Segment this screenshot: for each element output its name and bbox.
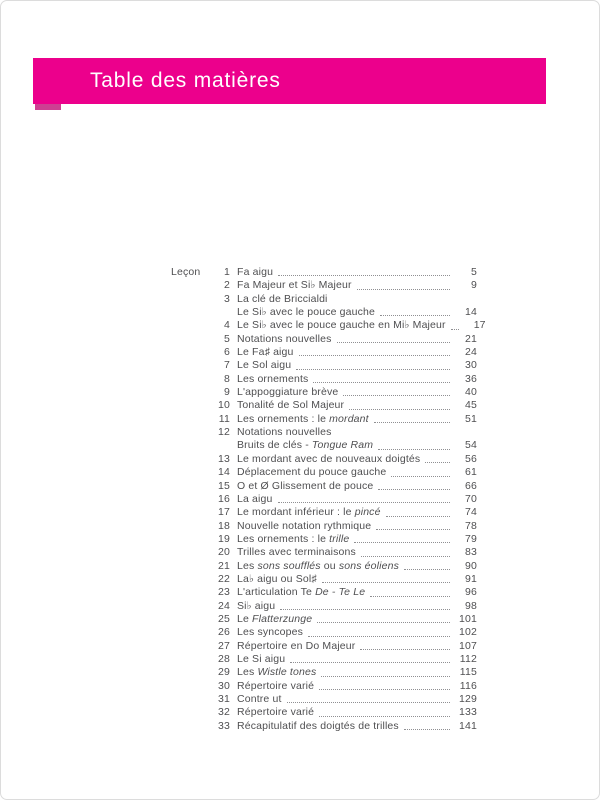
title-segment: ou bbox=[320, 559, 339, 572]
toc-row bbox=[171, 640, 477, 653]
page-number: 91 bbox=[465, 572, 477, 585]
toc-row bbox=[171, 520, 477, 533]
toc-row bbox=[171, 413, 477, 426]
toc-row bbox=[171, 613, 477, 626]
toc-row bbox=[171, 626, 477, 639]
lesson-title bbox=[230, 506, 381, 519]
dot-leader bbox=[299, 355, 450, 356]
lesson-title bbox=[230, 586, 365, 599]
lesson-number: 8 bbox=[224, 372, 230, 385]
dot-leader bbox=[378, 449, 450, 450]
page-number: 51 bbox=[465, 412, 477, 425]
page-number: 78 bbox=[465, 519, 477, 532]
lesson-number: 10 bbox=[218, 399, 230, 412]
toc-row bbox=[171, 493, 477, 506]
page-number: 107 bbox=[459, 639, 477, 652]
title-segment: Le Si aigu bbox=[237, 652, 286, 665]
title-segment: Les ornements bbox=[237, 372, 309, 385]
dot-leader bbox=[380, 315, 450, 316]
title-segment: Les syncopes bbox=[237, 626, 304, 639]
title-segment: La♭ aigu ou Sol♯ bbox=[237, 572, 317, 585]
title-segment: La aigu bbox=[237, 492, 273, 505]
page-number: 36 bbox=[465, 372, 477, 385]
title-segment: Le Sol aigu bbox=[237, 359, 292, 372]
title-segment: Nouvelle notation rythmique bbox=[237, 519, 372, 532]
dot-leader bbox=[349, 409, 450, 410]
lesson-title bbox=[230, 293, 328, 306]
lesson-title bbox=[230, 613, 312, 626]
title-segment: Si♭ aigu bbox=[237, 599, 276, 612]
title-segment: L'articulation Te bbox=[237, 586, 316, 599]
lesson-number: 14 bbox=[218, 466, 230, 479]
lesson-number: 22 bbox=[218, 572, 230, 585]
toc-row bbox=[171, 319, 486, 332]
page-number: 133 bbox=[459, 706, 477, 719]
toc-row bbox=[171, 346, 477, 359]
title-segment: Le Si♭ avec le pouce gauche en Mi♭ Majeur bbox=[237, 319, 446, 332]
lesson-title bbox=[230, 640, 355, 653]
toc-row bbox=[171, 306, 477, 319]
page-number: 79 bbox=[465, 532, 477, 545]
title-segment: Wistle tones bbox=[257, 666, 317, 679]
toc-row bbox=[171, 373, 477, 386]
title-segment: Flatterzunge bbox=[252, 612, 313, 625]
lesson-title bbox=[230, 426, 332, 439]
page-number: 24 bbox=[465, 346, 477, 359]
lesson-number: 15 bbox=[218, 479, 230, 492]
lesson-number: 9 bbox=[224, 386, 230, 399]
lesson-number: 33 bbox=[218, 719, 230, 732]
lesson-title bbox=[230, 720, 399, 733]
toc-list bbox=[171, 266, 486, 733]
dot-leader bbox=[378, 489, 450, 490]
toc-row bbox=[171, 333, 477, 346]
dot-leader bbox=[278, 275, 450, 276]
lesson-number: 21 bbox=[218, 559, 230, 572]
lesson-title bbox=[230, 666, 316, 679]
page-number: 116 bbox=[459, 679, 477, 692]
page-number: 83 bbox=[465, 546, 477, 559]
page-number: 101 bbox=[459, 612, 477, 625]
toc-row bbox=[171, 680, 477, 693]
dot-leader bbox=[317, 622, 450, 623]
page-number: 129 bbox=[459, 693, 477, 705]
page-number: 21 bbox=[465, 332, 477, 345]
page-number: 98 bbox=[465, 599, 477, 612]
title-segment: Les bbox=[237, 559, 258, 572]
lesson-number: 28 bbox=[218, 652, 230, 665]
lesson-title bbox=[230, 266, 273, 279]
dot-leader bbox=[360, 649, 450, 650]
page-number: 45 bbox=[465, 399, 477, 412]
dot-leader bbox=[308, 636, 450, 637]
toc-row bbox=[171, 453, 477, 466]
title-segment: Notations nouvelles bbox=[237, 426, 332, 439]
lesson-title bbox=[230, 706, 314, 719]
lesson-title bbox=[230, 399, 344, 412]
lesson-title bbox=[230, 573, 317, 586]
toc-row bbox=[171, 600, 477, 613]
dot-leader bbox=[319, 716, 450, 717]
page-number: 61 bbox=[465, 466, 477, 479]
dot-leader bbox=[319, 689, 450, 690]
dot-leader bbox=[278, 502, 451, 503]
lesson-title bbox=[230, 319, 446, 332]
page-number: 112 bbox=[459, 652, 477, 665]
lesson-number: 5 bbox=[224, 332, 230, 345]
title-segment: Contre ut bbox=[237, 693, 282, 705]
dot-leader bbox=[321, 676, 450, 677]
toc-row bbox=[171, 533, 477, 546]
lesson-number: 27 bbox=[218, 639, 230, 652]
dot-leader bbox=[374, 422, 450, 423]
title-segment: sons éoliens bbox=[338, 559, 399, 572]
page-number: 56 bbox=[465, 452, 477, 465]
dot-leader bbox=[313, 382, 450, 383]
title-segment: trille bbox=[329, 532, 350, 545]
lesson-title bbox=[230, 359, 291, 372]
lesson-title bbox=[230, 546, 356, 559]
lesson-title bbox=[230, 680, 314, 693]
lesson-number: 1 bbox=[224, 266, 230, 278]
toc-row bbox=[171, 506, 477, 519]
lesson-title bbox=[230, 306, 375, 319]
lecon-label: Leçon bbox=[171, 266, 201, 278]
page-number: 115 bbox=[459, 666, 477, 679]
lesson-number: 24 bbox=[218, 599, 230, 612]
lesson-number: 3 bbox=[224, 292, 230, 305]
lesson-title bbox=[230, 653, 285, 666]
page-number: 90 bbox=[465, 559, 477, 572]
lesson-number: 25 bbox=[218, 612, 230, 625]
toc-row bbox=[171, 653, 477, 666]
dot-leader bbox=[357, 289, 450, 290]
lesson-title bbox=[230, 600, 275, 613]
dot-leader bbox=[386, 516, 450, 517]
title-segment: Fa Majeur et Si♭ Majeur bbox=[237, 279, 352, 292]
page-number: 141 bbox=[459, 719, 477, 732]
page-number: 96 bbox=[465, 586, 477, 599]
page-number: 54 bbox=[465, 439, 477, 452]
dot-leader bbox=[287, 702, 450, 703]
page-number: 14 bbox=[465, 306, 477, 319]
lesson-number: 2 bbox=[224, 279, 230, 292]
lesson-title bbox=[230, 279, 352, 292]
toc-row bbox=[171, 426, 477, 439]
title-segment: Répertoire varié bbox=[237, 679, 315, 692]
dot-leader bbox=[361, 556, 450, 557]
lesson-number: 12 bbox=[218, 426, 230, 439]
lesson-title bbox=[230, 453, 420, 466]
lesson-number: 11 bbox=[218, 412, 230, 425]
title-segment: Notations nouvelles bbox=[237, 332, 332, 345]
title-segment: Bruits de clés - bbox=[237, 439, 312, 452]
toc-row bbox=[171, 279, 477, 292]
toc-row bbox=[171, 293, 477, 306]
lesson-number: 19 bbox=[218, 532, 230, 545]
dot-leader bbox=[354, 542, 450, 543]
dot-leader bbox=[451, 329, 459, 330]
lesson-number: 20 bbox=[218, 546, 230, 559]
dot-leader bbox=[404, 569, 450, 570]
lesson-title bbox=[230, 413, 369, 426]
dot-leader bbox=[290, 662, 450, 663]
dot-leader bbox=[404, 729, 450, 730]
toc-row bbox=[171, 560, 477, 573]
dot-leader bbox=[343, 395, 450, 396]
lesson-number: 13 bbox=[218, 452, 230, 465]
title-segment: Tonalité de Sol Majeur bbox=[237, 399, 345, 412]
toc-row bbox=[171, 439, 477, 452]
title-segment: mordant bbox=[329, 412, 369, 425]
lesson-title bbox=[230, 626, 303, 639]
title-segment: Le mordant avec de nouveaux doigtés bbox=[237, 452, 421, 465]
lesson-title bbox=[230, 533, 349, 546]
title-segment: La clé de Briccialdi bbox=[237, 292, 328, 305]
toc-row bbox=[171, 359, 477, 372]
toc-row bbox=[171, 480, 477, 493]
lesson-title bbox=[230, 520, 371, 533]
title-segment: De - Te Le bbox=[315, 586, 366, 599]
lesson-number: 29 bbox=[218, 666, 230, 679]
page-number: 17 bbox=[473, 319, 486, 332]
lesson-title bbox=[230, 466, 386, 479]
title-segment: Déplacement du pouce gauche bbox=[237, 466, 387, 479]
lesson-title bbox=[230, 346, 294, 359]
toc-row bbox=[171, 586, 477, 599]
title-segment: Trilles avec terminaisons bbox=[237, 546, 356, 559]
lesson-title bbox=[230, 333, 332, 346]
lesson-number: 17 bbox=[218, 506, 230, 519]
lesson-number: 23 bbox=[218, 586, 230, 599]
toc-row bbox=[171, 720, 477, 733]
dot-leader bbox=[376, 529, 450, 530]
toc-row bbox=[171, 399, 477, 412]
toc-row bbox=[171, 386, 477, 399]
lesson-title bbox=[230, 560, 399, 573]
title-segment: Le Si♭ avec le pouce gauche bbox=[237, 306, 376, 319]
title-segment: Le Fa♯ aigu bbox=[237, 346, 294, 359]
lesson-number: 16 bbox=[218, 492, 230, 505]
title-segment: Les ornements : le bbox=[237, 532, 330, 545]
lesson-number: 30 bbox=[218, 679, 230, 692]
dot-leader bbox=[370, 596, 450, 597]
lesson-title bbox=[230, 373, 308, 386]
title-segment: Répertoire varié bbox=[237, 706, 315, 719]
title-segment: Le bbox=[237, 612, 253, 625]
page-title: Table des matières bbox=[90, 69, 281, 92]
page-number: 5 bbox=[471, 266, 477, 278]
lesson-title bbox=[230, 386, 338, 399]
page-number: 70 bbox=[465, 492, 477, 505]
title-segment: pincé bbox=[354, 506, 381, 519]
toc-row bbox=[171, 706, 477, 719]
lesson-number: 32 bbox=[218, 706, 230, 719]
dot-leader bbox=[337, 342, 451, 343]
lesson-number: 7 bbox=[224, 359, 230, 372]
toc-row bbox=[171, 266, 477, 279]
dot-leader bbox=[280, 609, 450, 610]
dot-leader bbox=[425, 462, 450, 463]
title-segment: Répertoire en Do Majeur bbox=[237, 639, 356, 652]
title-segment: Tongue Ram bbox=[311, 439, 374, 452]
title-segment: Les ornements : le bbox=[237, 412, 330, 425]
page-number: 40 bbox=[465, 386, 477, 399]
dot-leader bbox=[296, 369, 450, 370]
lesson-title bbox=[230, 439, 373, 452]
lesson-number: 4 bbox=[224, 319, 230, 332]
toc-row bbox=[171, 546, 477, 559]
title-segment: O et Ø Glissement de pouce bbox=[237, 479, 374, 492]
title-segment: Les bbox=[237, 666, 258, 679]
page-number: 30 bbox=[465, 359, 477, 372]
toc-row bbox=[171, 466, 477, 479]
lesson-title bbox=[230, 493, 273, 506]
title-segment: Récapitulatif des doigtés de trilles bbox=[237, 719, 399, 732]
dot-leader bbox=[322, 582, 450, 583]
page-number: 9 bbox=[471, 279, 477, 292]
toc-row bbox=[171, 693, 477, 706]
lesson-number: 31 bbox=[218, 693, 230, 705]
toc-row bbox=[171, 666, 477, 679]
lesson-number: 18 bbox=[218, 519, 230, 532]
header-bar bbox=[33, 58, 546, 104]
page-number: 102 bbox=[459, 626, 477, 639]
title-segment: sons soufflés bbox=[257, 559, 321, 572]
dot-leader bbox=[391, 476, 450, 477]
page-number: 74 bbox=[465, 506, 477, 519]
page-number: 66 bbox=[465, 479, 477, 492]
title-segment: Fa aigu bbox=[237, 266, 274, 278]
title-segment: Le mordant inférieur : le bbox=[237, 506, 355, 519]
toc-row bbox=[171, 573, 477, 586]
lesson-number: 6 bbox=[224, 346, 230, 359]
lesson-number: 26 bbox=[218, 626, 230, 639]
lesson-title bbox=[230, 480, 373, 493]
title-segment: L'appoggiature brève bbox=[237, 386, 339, 399]
lesson-title bbox=[230, 693, 282, 706]
